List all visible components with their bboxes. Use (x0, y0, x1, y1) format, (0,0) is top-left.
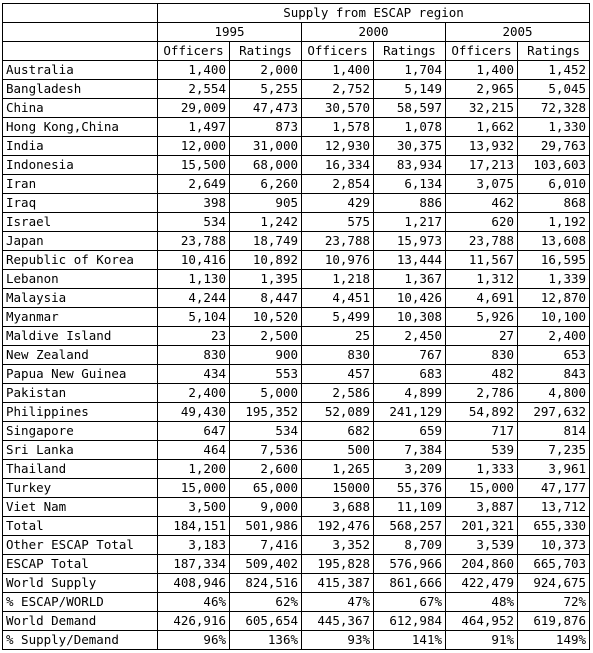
ratings-cell: 1,330 (518, 118, 590, 137)
officers-cell: 482 (446, 365, 518, 384)
ratings-cell: 553 (230, 365, 302, 384)
officers-cell: 46% (158, 593, 230, 612)
table-row (3, 346, 590, 365)
row-label: Israel (3, 213, 158, 232)
ratings-cell: 873 (230, 118, 302, 137)
ratings-cell: 683 (374, 365, 446, 384)
ratings-cell: 29,763 (518, 137, 590, 156)
ratings-cell: 10,100 (518, 308, 590, 327)
officers-cell: 10,976 (302, 251, 374, 270)
row-label: % ESCAP/WORLD (3, 593, 158, 612)
subheader-officers: Officers (302, 42, 374, 61)
table-row (3, 365, 590, 384)
ratings-cell: 5,149 (374, 80, 446, 99)
ratings-cell: 814 (518, 422, 590, 441)
ratings-cell: 767 (374, 346, 446, 365)
ratings-cell: 4,800 (518, 384, 590, 403)
row-label: Viet Nam (3, 498, 158, 517)
officers-cell: 1,578 (302, 118, 374, 137)
ratings-cell: 612,984 (374, 612, 446, 631)
table-row (3, 175, 590, 194)
officers-cell: 1,218 (302, 270, 374, 289)
ratings-cell: 7,384 (374, 441, 446, 460)
ratings-cell: 509,402 (230, 555, 302, 574)
table-row (3, 441, 590, 460)
officers-cell: 15,000 (446, 479, 518, 498)
officers-cell: 201,321 (446, 517, 518, 536)
row-label: Hong Kong,China (3, 118, 158, 137)
ratings-cell: 241,129 (374, 403, 446, 422)
row-label: Papua New Guinea (3, 365, 158, 384)
ratings-cell: 13,444 (374, 251, 446, 270)
table-row (3, 555, 590, 574)
officers-cell: 408,946 (158, 574, 230, 593)
ratings-cell: 141% (374, 631, 446, 650)
row-label: % Supply/Demand (3, 631, 158, 650)
table-row (3, 536, 590, 555)
officers-cell: 434 (158, 365, 230, 384)
subheader-ratings: Ratings (518, 42, 590, 61)
officers-cell: 445,367 (302, 612, 374, 631)
officers-cell: 3,075 (446, 175, 518, 194)
officers-cell: 1,333 (446, 460, 518, 479)
ratings-cell: 5,255 (230, 80, 302, 99)
row-label: Japan (3, 232, 158, 251)
officers-cell: 192,476 (302, 517, 374, 536)
officers-cell: 96% (158, 631, 230, 650)
row-label: Malaysia (3, 289, 158, 308)
officers-cell: 575 (302, 213, 374, 232)
officers-cell: 534 (158, 213, 230, 232)
officers-cell: 29,009 (158, 99, 230, 118)
ratings-cell: 1,367 (374, 270, 446, 289)
officers-cell: 464 (158, 441, 230, 460)
officers-cell: 3,352 (302, 536, 374, 555)
officers-cell: 5,926 (446, 308, 518, 327)
row-label: Sri Lanka (3, 441, 158, 460)
officers-cell: 2,649 (158, 175, 230, 194)
row-label: Thailand (3, 460, 158, 479)
table-row (3, 460, 590, 479)
ratings-cell: 9,000 (230, 498, 302, 517)
officers-cell: 426,916 (158, 612, 230, 631)
officers-cell: 2,400 (158, 384, 230, 403)
ratings-cell: 5,045 (518, 80, 590, 99)
officers-cell: 830 (302, 346, 374, 365)
officers-cell: 1,400 (446, 61, 518, 80)
ratings-cell: 65,000 (230, 479, 302, 498)
subheader-officers: Officers (446, 42, 518, 61)
row-label: World Demand (3, 612, 158, 631)
officers-cell: 500 (302, 441, 374, 460)
ratings-cell: 55,376 (374, 479, 446, 498)
officers-cell: 23,788 (302, 232, 374, 251)
officers-cell: 2,586 (302, 384, 374, 403)
ratings-cell: 605,654 (230, 612, 302, 631)
ratings-cell: 72,328 (518, 99, 590, 118)
officers-cell: 2,752 (302, 80, 374, 99)
ratings-cell: 1,395 (230, 270, 302, 289)
year-header-2000: 2000 (302, 23, 446, 42)
row-label: Bangladesh (3, 80, 158, 99)
ratings-cell: 4,899 (374, 384, 446, 403)
officers-cell: 3,539 (446, 536, 518, 555)
corner-cell (3, 23, 158, 42)
officers-cell: 4,451 (302, 289, 374, 308)
ratings-cell: 10,308 (374, 308, 446, 327)
officers-cell: 12,930 (302, 137, 374, 156)
officers-cell: 23 (158, 327, 230, 346)
ratings-cell: 6,260 (230, 175, 302, 194)
ratings-cell: 8,447 (230, 289, 302, 308)
officers-cell: 1,497 (158, 118, 230, 137)
row-label: Myanmar (3, 308, 158, 327)
row-label: Turkey (3, 479, 158, 498)
officers-cell: 30,570 (302, 99, 374, 118)
ratings-cell: 10,892 (230, 251, 302, 270)
officers-cell: 204,860 (446, 555, 518, 574)
officers-cell: 4,244 (158, 289, 230, 308)
ratings-cell: 1,078 (374, 118, 446, 137)
year-row (3, 23, 590, 42)
officers-cell: 3,688 (302, 498, 374, 517)
ratings-cell: 2,450 (374, 327, 446, 346)
ratings-cell: 10,520 (230, 308, 302, 327)
ratings-cell: 619,876 (518, 612, 590, 631)
officers-cell: 23,788 (158, 232, 230, 251)
ratings-cell: 47,177 (518, 479, 590, 498)
subheader-ratings: Ratings (374, 42, 446, 61)
table-row (3, 631, 590, 650)
officers-cell: 15000 (302, 479, 374, 498)
officers-cell: 464,952 (446, 612, 518, 631)
ratings-cell: 10,426 (374, 289, 446, 308)
officers-cell: 12,000 (158, 137, 230, 156)
officers-cell: 10,416 (158, 251, 230, 270)
officers-cell: 52,089 (302, 403, 374, 422)
officers-cell: 15,000 (158, 479, 230, 498)
officers-cell: 93% (302, 631, 374, 650)
officers-cell: 1,130 (158, 270, 230, 289)
table-row (3, 137, 590, 156)
row-label: Philippines (3, 403, 158, 422)
ratings-cell: 659 (374, 422, 446, 441)
table-row (3, 384, 590, 403)
officers-cell: 2,554 (158, 80, 230, 99)
ratings-cell: 1,704 (374, 61, 446, 80)
officers-cell: 5,104 (158, 308, 230, 327)
officers-cell: 415,387 (302, 574, 374, 593)
ratings-cell: 568,257 (374, 517, 446, 536)
row-label: Total (3, 517, 158, 536)
officers-cell: 2,965 (446, 80, 518, 99)
officers-cell: 23,788 (446, 232, 518, 251)
table-row (3, 270, 590, 289)
row-label: India (3, 137, 158, 156)
row-label: Other ESCAP Total (3, 536, 158, 555)
table-row (3, 574, 590, 593)
table-row (3, 403, 590, 422)
subheader-row (3, 42, 590, 61)
table-row (3, 593, 590, 612)
ratings-cell: 72% (518, 593, 590, 612)
ratings-cell: 7,235 (518, 441, 590, 460)
ratings-cell: 576,966 (374, 555, 446, 574)
officers-cell: 3,500 (158, 498, 230, 517)
officers-cell: 27 (446, 327, 518, 346)
table-row (3, 118, 590, 137)
ratings-cell: 905 (230, 194, 302, 213)
officers-cell: 1,265 (302, 460, 374, 479)
officers-cell: 48% (446, 593, 518, 612)
officers-cell: 13,932 (446, 137, 518, 156)
table-row (3, 232, 590, 251)
officers-cell: 47% (302, 593, 374, 612)
officers-cell: 1,400 (158, 61, 230, 80)
ratings-cell: 1,217 (374, 213, 446, 232)
ratings-cell: 16,595 (518, 251, 590, 270)
ratings-cell: 2,600 (230, 460, 302, 479)
officers-cell: 429 (302, 194, 374, 213)
ratings-cell: 653 (518, 346, 590, 365)
officers-cell: 184,151 (158, 517, 230, 536)
table-row (3, 61, 590, 80)
ratings-cell: 924,675 (518, 574, 590, 593)
year-header-2005: 2005 (446, 23, 590, 42)
officers-cell: 15,500 (158, 156, 230, 175)
officers-cell: 457 (302, 365, 374, 384)
ratings-cell: 2,000 (230, 61, 302, 80)
officers-cell: 2,854 (302, 175, 374, 194)
ratings-cell: 1,242 (230, 213, 302, 232)
ratings-cell: 3,961 (518, 460, 590, 479)
table-row (3, 213, 590, 232)
row-label: Indonesia (3, 156, 158, 175)
ratings-cell: 11,109 (374, 498, 446, 517)
table-row (3, 251, 590, 270)
ratings-cell: 534 (230, 422, 302, 441)
table-row (3, 327, 590, 346)
table-row (3, 612, 590, 631)
officers-cell: 539 (446, 441, 518, 460)
ratings-cell: 68,000 (230, 156, 302, 175)
officers-cell: 5,499 (302, 308, 374, 327)
ratings-cell: 62% (230, 593, 302, 612)
officers-cell: 91% (446, 631, 518, 650)
ratings-cell: 7,416 (230, 536, 302, 555)
ratings-cell: 195,352 (230, 403, 302, 422)
row-label: ESCAP Total (3, 555, 158, 574)
corner-cell (3, 4, 158, 23)
ratings-cell: 103,603 (518, 156, 590, 175)
row-label: Iraq (3, 194, 158, 213)
ratings-cell: 83,934 (374, 156, 446, 175)
ratings-cell: 501,986 (230, 517, 302, 536)
ratings-cell: 3,209 (374, 460, 446, 479)
officers-cell: 1,312 (446, 270, 518, 289)
ratings-cell: 31,000 (230, 137, 302, 156)
table-row (3, 80, 590, 99)
ratings-cell: 861,666 (374, 574, 446, 593)
officers-cell: 195,828 (302, 555, 374, 574)
ratings-cell: 665,703 (518, 555, 590, 574)
officers-cell: 717 (446, 422, 518, 441)
ratings-cell: 18,749 (230, 232, 302, 251)
officers-cell: 830 (158, 346, 230, 365)
ratings-cell: 12,870 (518, 289, 590, 308)
table-row (3, 498, 590, 517)
officers-cell: 49,430 (158, 403, 230, 422)
ratings-cell: 58,597 (374, 99, 446, 118)
officers-cell: 54,892 (446, 403, 518, 422)
row-label: Maldive Island (3, 327, 158, 346)
row-label: World Supply (3, 574, 158, 593)
supply-table (2, 3, 590, 650)
officers-cell: 187,334 (158, 555, 230, 574)
officers-cell: 1,400 (302, 61, 374, 80)
officers-cell: 3,183 (158, 536, 230, 555)
ratings-cell: 2,500 (230, 327, 302, 346)
row-label: Iran (3, 175, 158, 194)
table-row (3, 308, 590, 327)
table-row (3, 479, 590, 498)
ratings-cell: 824,516 (230, 574, 302, 593)
officers-cell: 25 (302, 327, 374, 346)
row-label: Singapore (3, 422, 158, 441)
officers-cell: 620 (446, 213, 518, 232)
officers-cell: 32,215 (446, 99, 518, 118)
ratings-cell: 10,373 (518, 536, 590, 555)
ratings-cell: 900 (230, 346, 302, 365)
officers-cell: 17,213 (446, 156, 518, 175)
table-title: Supply from ESCAP region (158, 4, 590, 23)
table-row (3, 194, 590, 213)
subheader-ratings: Ratings (230, 42, 302, 61)
table-body (3, 4, 590, 650)
subheader-officers: Officers (158, 42, 230, 61)
row-label: Australia (3, 61, 158, 80)
ratings-cell: 15,973 (374, 232, 446, 251)
ratings-cell: 5,000 (230, 384, 302, 403)
officers-cell: 1,200 (158, 460, 230, 479)
ratings-cell: 886 (374, 194, 446, 213)
ratings-cell: 136% (230, 631, 302, 650)
year-header-1995: 1995 (158, 23, 302, 42)
officers-cell: 398 (158, 194, 230, 213)
ratings-cell: 297,632 (518, 403, 590, 422)
table-row (3, 289, 590, 308)
ratings-cell: 13,608 (518, 232, 590, 251)
ratings-cell: 8,709 (374, 536, 446, 555)
table-row (3, 517, 590, 536)
ratings-cell: 6,134 (374, 175, 446, 194)
table-row (3, 156, 590, 175)
ratings-cell: 1,452 (518, 61, 590, 80)
officers-cell: 422,479 (446, 574, 518, 593)
ratings-cell: 1,192 (518, 213, 590, 232)
row-label: Pakistan (3, 384, 158, 403)
officers-cell: 3,887 (446, 498, 518, 517)
row-label: Lebanon (3, 270, 158, 289)
ratings-cell: 30,375 (374, 137, 446, 156)
row-label: New Zealand (3, 346, 158, 365)
officers-cell: 462 (446, 194, 518, 213)
officers-cell: 647 (158, 422, 230, 441)
title-row (3, 4, 590, 23)
officers-cell: 16,334 (302, 156, 374, 175)
ratings-cell: 2,400 (518, 327, 590, 346)
ratings-cell: 13,712 (518, 498, 590, 517)
officers-cell: 2,786 (446, 384, 518, 403)
ratings-cell: 7,536 (230, 441, 302, 460)
ratings-cell: 67% (374, 593, 446, 612)
ratings-cell: 843 (518, 365, 590, 384)
ratings-cell: 868 (518, 194, 590, 213)
ratings-cell: 655,330 (518, 517, 590, 536)
officers-cell: 11,567 (446, 251, 518, 270)
row-label: China (3, 99, 158, 118)
officers-cell: 682 (302, 422, 374, 441)
corner-cell (3, 42, 158, 61)
row-label: Republic of Korea (3, 251, 158, 270)
ratings-cell: 149% (518, 631, 590, 650)
table-row (3, 422, 590, 441)
ratings-cell: 1,339 (518, 270, 590, 289)
officers-cell: 830 (446, 346, 518, 365)
ratings-cell: 47,473 (230, 99, 302, 118)
table-row (3, 99, 590, 118)
officers-cell: 4,691 (446, 289, 518, 308)
officers-cell: 1,662 (446, 118, 518, 137)
ratings-cell: 6,010 (518, 175, 590, 194)
